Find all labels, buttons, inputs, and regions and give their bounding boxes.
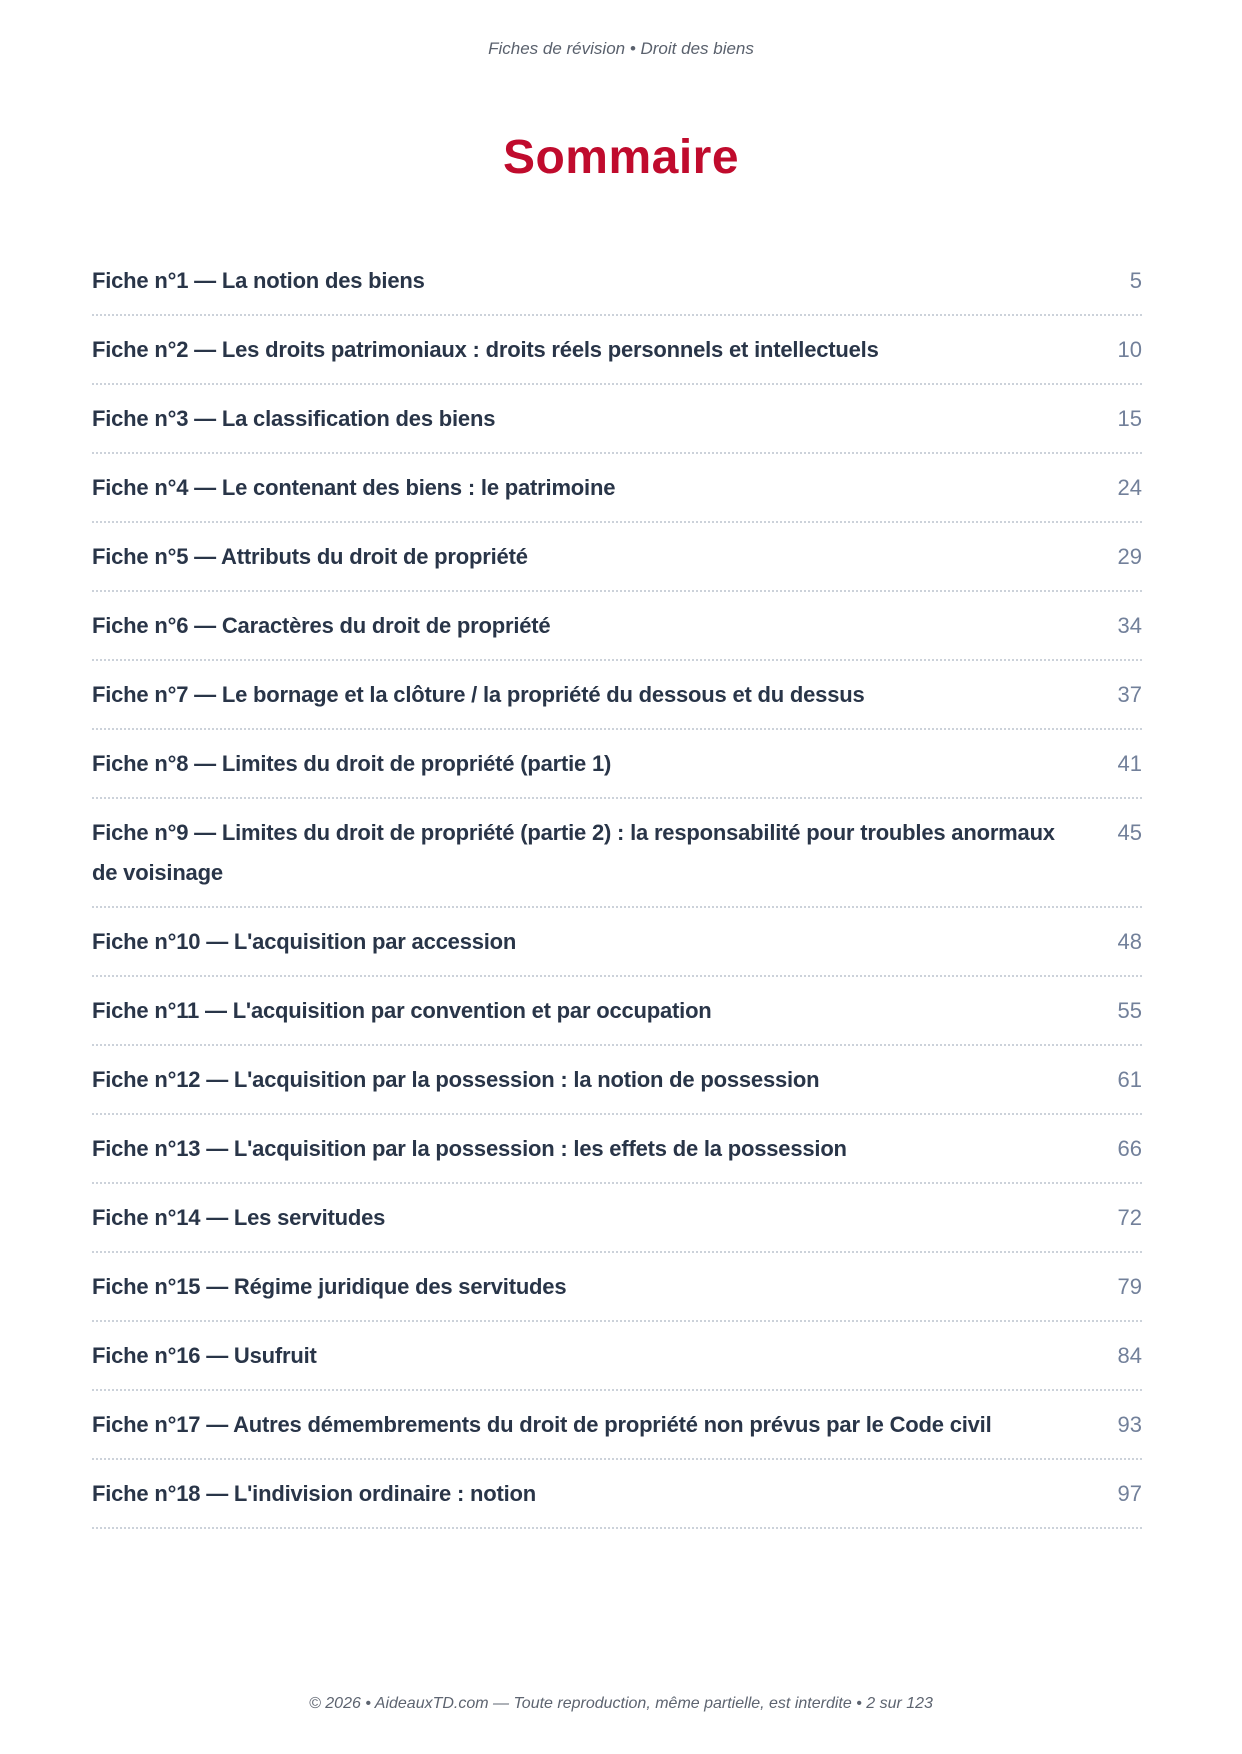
toc-entry-page-number: 15 xyxy=(1117,406,1142,431)
toc-row[interactable] xyxy=(92,454,1142,523)
running-header: Fiches de révision • Droit des biens xyxy=(488,39,754,58)
toc-row[interactable] xyxy=(92,908,1142,977)
table-of-contents xyxy=(92,247,1142,1529)
toc-row[interactable] xyxy=(92,1391,1142,1460)
toc-row[interactable] xyxy=(92,1046,1142,1115)
toc-entry-label: Fiche n°7 — Le bornage et la clôture / la propriété du dessous et du dessus xyxy=(92,682,865,707)
toc-entry-label: Fiche n°4 — Le contenant des biens : le patrimoine xyxy=(92,475,616,500)
toc-entry-page-number: 34 xyxy=(1117,613,1142,638)
toc-entry-label: Fiche n°18 — L'indivision ordinaire : notion xyxy=(92,1481,537,1506)
toc-entry-page-number: 48 xyxy=(1117,929,1142,954)
toc-entry-label: Fiche n°5 — Attributs du droit de propriété xyxy=(92,544,528,569)
toc-entry-page-number: 29 xyxy=(1117,544,1142,569)
toc-row[interactable] xyxy=(92,316,1142,385)
toc-entry-label: Fiche n°8 — Limites du droit de propriété (partie 1) xyxy=(92,751,612,776)
toc-entry-page-number: 55 xyxy=(1117,998,1142,1023)
toc-entry-page-number: 37 xyxy=(1117,682,1142,707)
toc-entry-page-number: 93 xyxy=(1117,1412,1142,1437)
toc-entry-label: Fiche n°11 — L'acquisition par convention et par occupation xyxy=(92,998,712,1023)
toc-entry-page-number: 5 xyxy=(1129,268,1142,293)
toc-entry-page-number: 84 xyxy=(1117,1343,1142,1368)
toc-entry-page-number: 66 xyxy=(1117,1136,1142,1161)
toc-entry-page-number: 24 xyxy=(1117,475,1142,500)
toc-entry-page-number: 41 xyxy=(1117,751,1142,776)
toc-entry-page-number: 79 xyxy=(1117,1274,1142,1299)
toc-row[interactable] xyxy=(92,730,1142,799)
toc-entry-page-number: 61 xyxy=(1117,1067,1142,1092)
toc-row[interactable] xyxy=(92,1322,1142,1391)
toc-row[interactable] xyxy=(92,799,1142,908)
toc-entry-label: Fiche n°15 — Régime juridique des servitudes xyxy=(92,1274,567,1299)
toc-entry-page-number: 45 xyxy=(1117,820,1142,845)
toc-row[interactable] xyxy=(92,1253,1142,1322)
toc-entry-label: Fiche n°16 — Usufruit xyxy=(92,1343,317,1368)
toc-entry-label: Fiche n°6 — Caractères du droit de propriété xyxy=(92,613,551,638)
toc-row[interactable] xyxy=(92,1115,1142,1184)
toc-row[interactable] xyxy=(92,247,1142,316)
toc-row[interactable] xyxy=(92,1460,1142,1529)
toc-entry-label: Fiche n°17 — Autres démembrements du droit de propriété non prévus par le Code civil xyxy=(92,1412,992,1437)
toc-row[interactable] xyxy=(92,523,1142,592)
toc-entry-label: Fiche n°13 — L'acquisition par la possession : les effets de la possession xyxy=(92,1136,847,1161)
page-title: Sommaire xyxy=(502,131,740,184)
page-footer: © 2026 • AideauxTD.com — Toute reproduction, même partielle, est interdite • 2 sur 123 xyxy=(309,1695,933,1712)
toc-row[interactable] xyxy=(92,592,1142,661)
toc-row[interactable] xyxy=(92,977,1142,1046)
toc-entry-label: Fiche n°2 — Les droits patrimoniaux : droits réels personnels et intellectuels xyxy=(92,337,879,362)
toc-entry-page-number: 10 xyxy=(1117,337,1142,362)
toc-row[interactable] xyxy=(92,1184,1142,1253)
toc-entry-label: Fiche n°9 — Limites du droit de propriété (partie 2) : la responsabilité pour troubles anormaux de voisinage xyxy=(92,820,1055,885)
toc-entry-label: Fiche n°12 — L'acquisition par la possession : la notion de possession xyxy=(92,1067,820,1092)
toc-entry-page-number: 72 xyxy=(1117,1205,1142,1230)
toc-entry-label: Fiche n°3 — La classification des biens xyxy=(92,406,496,431)
toc-entry-label: Fiche n°1 — La notion des biens xyxy=(92,268,425,293)
toc-row[interactable] xyxy=(92,661,1142,730)
toc-entry-label: Fiche n°10 — L'acquisition par accession xyxy=(92,929,517,954)
toc-row[interactable] xyxy=(92,385,1142,454)
toc-entry-label: Fiche n°14 — Les servitudes xyxy=(92,1205,386,1230)
toc-entry-page-number: 97 xyxy=(1117,1481,1142,1506)
